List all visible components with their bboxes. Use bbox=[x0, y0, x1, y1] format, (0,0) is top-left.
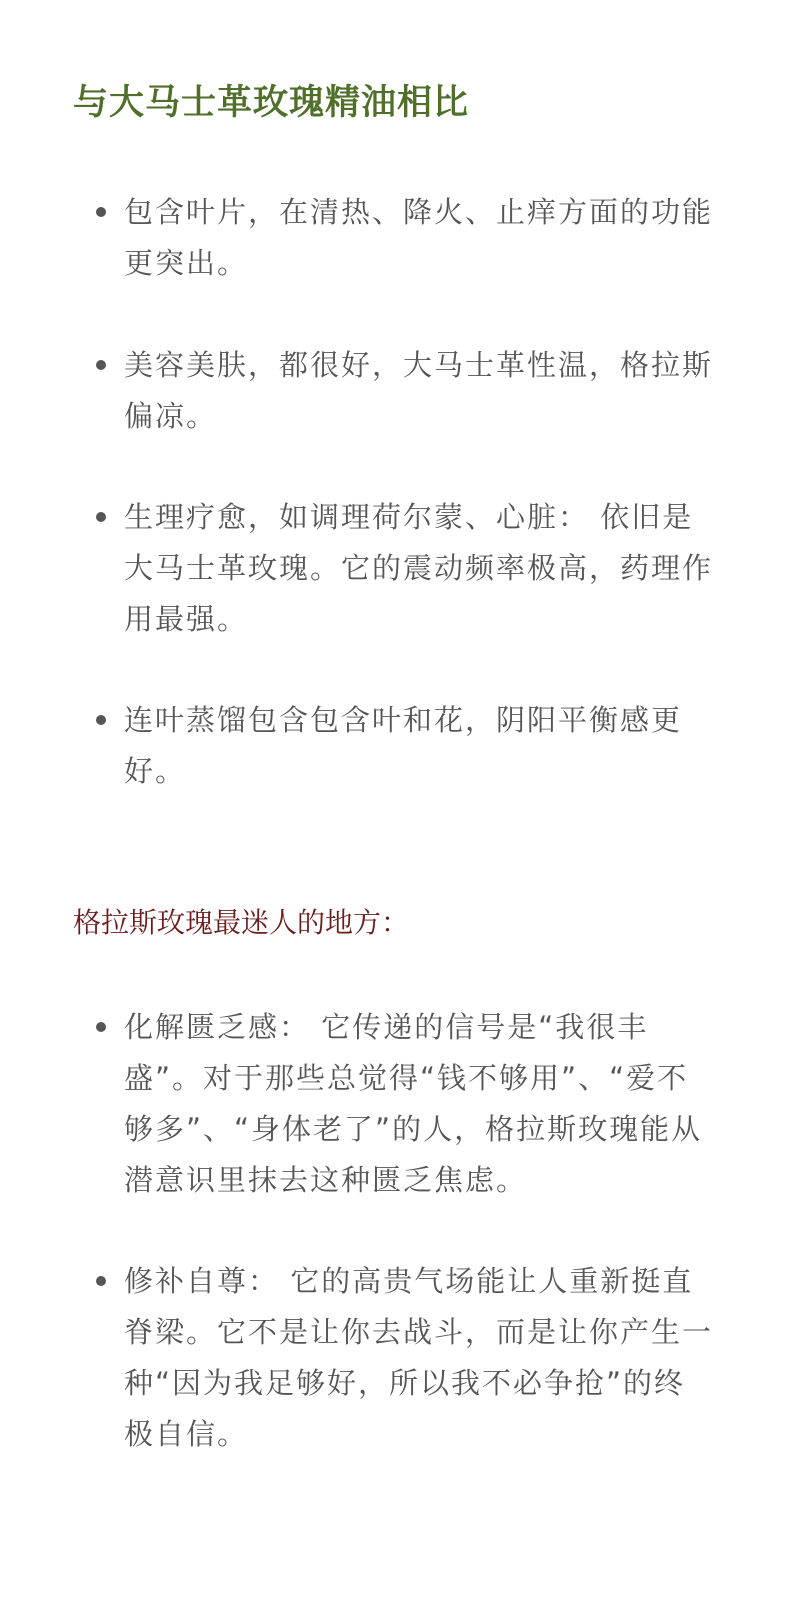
bullet-icon bbox=[96, 1276, 106, 1286]
section-heading-comparison: 与大马士革玫瑰精油相比 bbox=[73, 83, 470, 123]
bullet-icon bbox=[96, 715, 106, 725]
list-item-text: 包含叶片，在清热、降火、止痒方面的功能更突出。 bbox=[124, 195, 714, 280]
bullet-icon bbox=[96, 512, 106, 522]
section-heading-charm: 格拉斯玫瑰最迷人的地方： bbox=[73, 906, 410, 939]
list-item-text: 化解匮乏感： 它传递的信号是“我很丰盛”。对于那些总觉得“钱不够用”、“爱不够多”、“身体老了”的人，格拉斯玫瑰能从潜意识里抹去这种匮乏焦虑。 bbox=[124, 1010, 703, 1197]
list-item-text: 连叶蒸馏包含包含叶和花，阴阳平衡感更好。 bbox=[124, 703, 683, 788]
list-item-text: 生理疗愈，如调理荷尔蒙、心脏： 依旧是大马士革玫瑰。它的震动频率极高，药理作用最强。 bbox=[124, 500, 714, 636]
list-item-text: 美容美肤，都很好，大马士革性温，格拉斯偏凉。 bbox=[124, 348, 714, 433]
bullet-icon bbox=[96, 207, 106, 217]
bullet-icon bbox=[96, 1022, 106, 1032]
list-item-text: 修补自尊： 它的高贵气场能让人重新挺直脊梁。它不是让你去战斗，而是让你产生一种“因为我足够好，所以我不必争抢”的终极自信。 bbox=[124, 1264, 714, 1451]
bullet-icon bbox=[96, 360, 106, 370]
